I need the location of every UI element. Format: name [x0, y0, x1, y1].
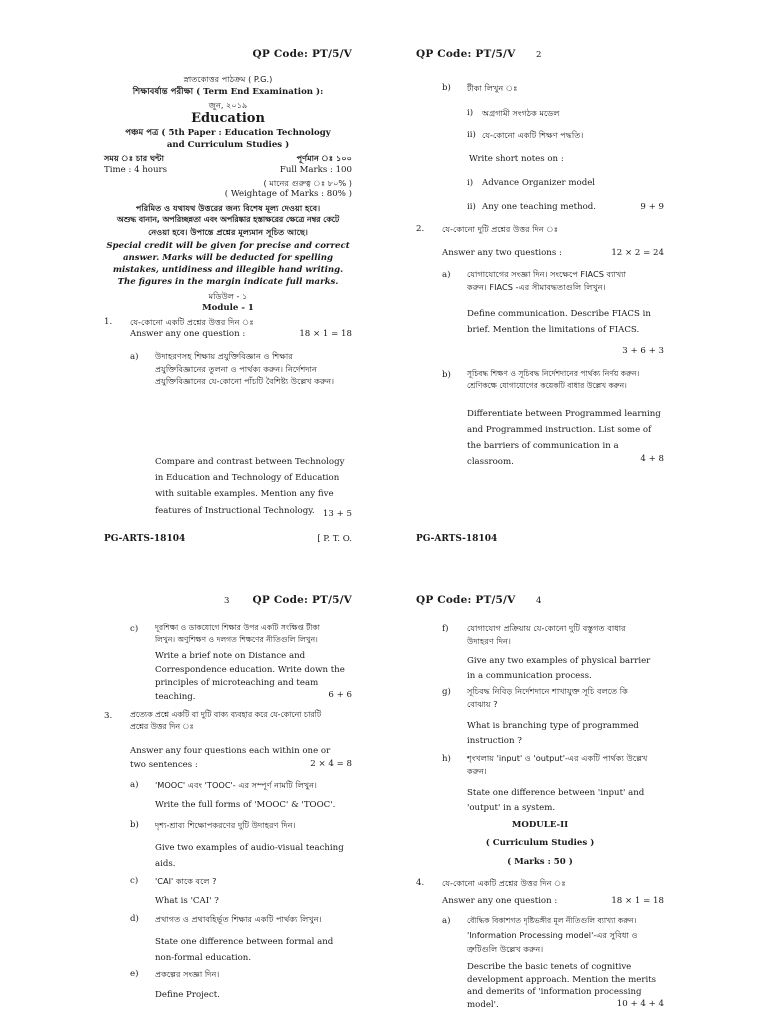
item-text-bn: অগ্রগামী সংগঠক মডেল: [482, 108, 560, 118]
line: দূরশিক্ষা ও ডাকযোগে শিক্ষার উপর একটি সংক্ষিপ্ত টীকা: [155, 623, 320, 632]
line: ত্রুটিগুলি উল্লেখ করুন।: [467, 944, 544, 954]
page-3: [100, 594, 356, 1024]
line: বৌদ্ধিক বিকাশগত দৃষ্টিভঙ্গীর মূল নীতিগুলি ব্যাখ্যা করুন।: [467, 916, 637, 925]
subquestion-label: a): [130, 780, 139, 790]
line: instruction ?: [467, 736, 522, 746]
subquestion-text-bn: [467, 622, 667, 647]
line: করুন।: [467, 765, 487, 776]
line: বোঝায় ?: [467, 698, 498, 709]
qp-code: QP Code: PT/5/V: [252, 48, 352, 60]
line: যোগাযোগ প্রক্রিয়ায় যে-কোনো দুটি বস্তুগত বাধার: [467, 623, 626, 633]
line: two sentences :: [130, 759, 198, 770]
item-text-bn: যে-কোনো একটি শিক্ষণ পদ্ধতি।: [482, 130, 584, 140]
course-title: স্নাতকোত্তর পাঠক্রম ( P.G.): [183, 74, 273, 84]
item-label: ii): [467, 202, 476, 212]
question-text-bn: যে-কোনো একটি প্রশ্নের উত্তর দিন ঃ: [130, 317, 254, 327]
subquestion-label: a): [442, 916, 451, 926]
line: and demerits of 'information processing: [467, 987, 642, 998]
subquestion-text-en: [467, 786, 665, 816]
line: State one difference between formal and: [155, 937, 334, 947]
footer-code: PG-ARTS-18104: [104, 534, 186, 544]
line: প্রযুক্তিবিজ্ঞানের যে-কোনো পাঁচটি বৈশিষ্ট্য উল্লেখ করুন।: [155, 376, 335, 387]
subquestion-label: b): [130, 820, 139, 830]
question-number: 2.: [416, 224, 425, 234]
line: Define communication. Describe FIACS in: [467, 309, 651, 319]
line: and Programmed instruction. List some of: [467, 425, 652, 435]
subquestion-text-en: [467, 654, 665, 684]
question-text-en: Answer any one question :: [130, 329, 246, 339]
instruction-en-2: answer. Marks will be deducted for spelling: [122, 253, 333, 263]
line: State one difference between 'input' and: [467, 788, 645, 798]
subquestion-text-bn: 'MOOC' এবং 'TOOC'- এর সম্পূর্ণ নামটি লিখুন।: [155, 780, 317, 790]
qp-code: QP Code: PT/5/V: [416, 594, 516, 606]
line: principles of microteaching and team: [155, 678, 319, 689]
weightage-en: ( Weightage of Marks : 80% ): [224, 189, 352, 199]
line: development approach. Mention the merits: [467, 974, 657, 985]
subquestion-text-en: Write short notes on :: [469, 154, 564, 164]
footer-code: PG-ARTS-18104: [416, 534, 498, 544]
subquestion-marks: 3 + 6 + 3: [622, 346, 664, 356]
line: the barriers of communication in a: [467, 441, 619, 451]
subquestion-label: b): [442, 370, 451, 380]
page-4: [412, 594, 668, 1024]
subquestion-text-bn: [467, 752, 667, 777]
subquestion-text-en: Define Project.: [155, 990, 220, 1000]
line: features of Instructional Technology.: [155, 505, 315, 516]
qp-code: QP Code: PT/5/V: [416, 48, 516, 60]
line: উদাহরণসহ শিক্ষায় প্রযুক্তিবিজ্ঞান ও শিক্ষার: [155, 351, 293, 361]
line: in Education and Technology of Education: [155, 473, 340, 484]
subquestion-text-bn: 'CAI' কাকে বলে ?: [155, 876, 217, 886]
marks-bn: পূর্ণমান ঃ ১০০: [296, 153, 352, 163]
subquestion-text-en: What is 'CAI' ?: [155, 896, 219, 906]
time-bn: সময় ঃ চার ঘন্টা: [104, 153, 164, 163]
line: যোগাযোগের সংজ্ঞা দিন। সংক্ষেপে FIACS ব্যাখ্যা: [467, 269, 626, 279]
subquestion-text-bn: [467, 268, 665, 293]
subquestion-text-en: Write the full forms of 'MOOC' & 'TOOC'.: [155, 800, 336, 810]
subquestion-label: d): [130, 914, 139, 924]
question-text-en: Answer any two questions :: [442, 248, 562, 258]
line: Answer any four questions each within one or: [130, 746, 331, 756]
instruction-bn-1: পরিমিত ও যথাযথ উত্তরের জন্য বিশেষ মূল্য দেওয়া হবে।: [135, 203, 321, 213]
exam-date: জুন, ২০১৯: [208, 100, 248, 110]
subquestion-label: b): [442, 83, 451, 93]
line: সূচিবদ্ধ শিক্ষণ ও সূচিবদ্ধ নির্দেশদানের পার্থক্য নির্ণয় করুন।: [467, 369, 640, 378]
subquestion-label: e): [130, 969, 139, 979]
line: করুন। FIACS -এর সীমাবদ্ধতাগুলি লিখুন।: [467, 281, 606, 292]
module-heading: MODULE-II: [511, 820, 569, 830]
question-text-bn: [130, 709, 358, 733]
subquestion-label: c): [130, 624, 139, 634]
marks-en: Full Marks : 100: [279, 165, 352, 175]
subquestion-label: f): [442, 624, 449, 634]
subquestion-marks: 10 + 4 + 4: [616, 999, 664, 1009]
page-number: 3: [224, 596, 230, 606]
subquestion-marks: 9 + 9: [640, 202, 664, 212]
line: 'output' in a system.: [467, 803, 556, 813]
item-label: ii): [467, 130, 476, 140]
item-text-en: Advance Organizer model: [482, 178, 596, 188]
line: প্রশ্নের উত্তর দিন ঃ: [130, 722, 194, 732]
line: 'Information Processing model'-এর সুবিধা ও: [467, 930, 638, 940]
question-marks: 18 × 1 = 18: [611, 896, 664, 906]
question-text-bn: যে-কোনো একটি প্রশ্নের উত্তর দিন ঃ: [442, 878, 566, 888]
page-number: 2: [536, 50, 542, 60]
instruction-en-1: Special credit will be given for precise and correct: [106, 241, 350, 251]
line: teaching.: [155, 691, 196, 702]
subquestion-text-bn: দৃশ্য-শ্রাব্য শিক্ষোপকরণের দুটি উদাহরণ দিন।: [155, 820, 296, 830]
subquestion-marks: 13 + 5: [322, 509, 352, 519]
paper-title-2: and Curriculum Studies ): [166, 140, 290, 150]
subquestion-text-bn: [467, 914, 671, 956]
subquestion-label: g): [442, 687, 451, 697]
subject-title: Education: [191, 111, 265, 126]
subquestion-text-bn: টীকা লিখুন ঃ: [467, 83, 518, 93]
line: Write a brief note on Distance and: [155, 651, 306, 661]
line: প্রযুক্তিবিজ্ঞানের তুলনা ও পার্থক্য করুন। নির্দেশদান: [155, 363, 317, 374]
question-number: 1.: [104, 317, 113, 327]
line: classroom.: [467, 457, 514, 467]
question-number: 3.: [104, 711, 113, 721]
question-text-en: Answer any one question :: [442, 896, 558, 906]
line: non-formal education.: [155, 953, 252, 963]
module-marks: ( Marks : 50 ): [507, 857, 573, 867]
question-marks: 18 × 1 = 18: [299, 329, 352, 339]
item-text-en: Any one teaching method.: [482, 202, 597, 212]
pto: [ P. T. O.: [317, 534, 352, 544]
line: brief. Mention the limitations of FIACS.: [467, 325, 640, 335]
instruction-bn-3: নেওয়া হবে। উপান্তে প্রশ্নের মূল্যমান সূচিত আছে।: [148, 227, 308, 237]
weightage-bn: ( মানের গুরুত্ব ঃ ৮০% ): [263, 178, 352, 188]
line: Give two examples of audio-visual teaching: [155, 843, 344, 853]
line: প্রত্যেক প্রশ্নে একটি বা দুটি বাক্য ব্যবহার করে যে-কোনো চারটি: [130, 710, 322, 719]
subquestion-text-en: [467, 306, 665, 338]
question-marks: 12 × 2 = 24: [611, 248, 664, 258]
page-number: 4: [536, 596, 542, 606]
line: উদাহরণ দিন।: [467, 635, 511, 646]
subquestion-text-en: [155, 840, 353, 872]
subquestion-label: a): [442, 270, 451, 280]
question-text-bn: যে-কোনো দুটি প্রশ্নের উত্তর দিন ঃ: [442, 224, 559, 234]
line: aids.: [155, 859, 176, 869]
page-1: [100, 48, 356, 544]
subquestion-text-en: [467, 719, 665, 749]
page-2: [412, 48, 668, 544]
line: Compare and contrast between Technology: [155, 457, 345, 467]
subquestion-label: c): [130, 876, 139, 886]
line: Differentiate between Programmed learning: [467, 409, 661, 419]
line: লিখুন। অণুশিক্ষণ ও দলগত শিক্ষণের নীতিগুলি লিখুন।: [155, 634, 318, 644]
paper-title-1: পঞ্চম পত্র ( 5th Paper : Education Technology: [125, 128, 331, 138]
subquestion-text-bn: প্রথাগত ও প্রথাবহির্ভূত শিক্ষার একটি পার্থক্য লিখুন।: [155, 914, 322, 924]
subquestion-text-bn: [155, 622, 359, 646]
subquestion-marks: 4 + 8: [640, 454, 664, 464]
subquestion-text-bn: [155, 350, 353, 388]
qp-code: QP Code: PT/5/V: [252, 594, 352, 606]
line: Correspondence education. Write down the: [155, 664, 345, 675]
subquestion-label: a): [130, 352, 139, 362]
module-subheading: ( Curriculum Studies ): [485, 838, 595, 848]
item-label: i): [467, 108, 474, 118]
line: with suitable examples. Mention any five: [155, 489, 334, 500]
subquestion-text-bn: [467, 685, 667, 710]
line: শ্রেণিকক্ষে যোগাযোগের কয়েকটি বাধার উল্লেখ করুন।: [467, 380, 627, 390]
line: Give any two examples of physical barrier: [467, 656, 651, 666]
module-en: Module - 1: [202, 303, 254, 313]
time-en: Time : 4 hours: [104, 165, 168, 175]
question-number: 4.: [416, 878, 425, 888]
module-bn: মডিউল - ১: [208, 291, 248, 301]
subquestion-marks: 6 + 6: [328, 690, 352, 700]
instruction-en-4: The figures in the margin indicate full marks.: [117, 277, 339, 287]
line: model'.: [467, 999, 499, 1010]
line: in a communication process.: [467, 671, 592, 681]
subquestion-text-en: [155, 934, 353, 966]
subquestion-label: h): [442, 754, 451, 764]
subquestion-text-bn: [467, 368, 671, 392]
line: শৃংখলায় 'input' ও 'output'-এর একটি পার্থক্য উল্লেখ: [467, 753, 648, 763]
line: Describe the basic tenets of cognitive: [467, 962, 632, 972]
line: What is branching type of programmed: [467, 721, 639, 731]
instruction-en-3: mistakes, untidiness and illegible hand writing.: [112, 265, 344, 275]
item-label: i): [467, 178, 474, 188]
subquestion-text-bn: প্রকল্পের সংজ্ঞা দিন।: [155, 969, 220, 979]
exam-title: শিক্ষাবর্ষান্ত পরীক্ষা ( Term End Examination ):: [132, 87, 324, 97]
line: সূচিবদ্ধ নিবিড় নির্দেশদানে শাখাযুক্ত সূচি বলতে কি: [467, 686, 628, 696]
question-marks: 2 × 4 = 8: [310, 759, 352, 769]
instruction-bn-2: অশুদ্ধ বানান, অপরিচ্ছন্নতা এবং অপরিষ্কার হস্তাক্ষরের ক্ষেত্রে নম্বর কেটে: [116, 215, 340, 224]
